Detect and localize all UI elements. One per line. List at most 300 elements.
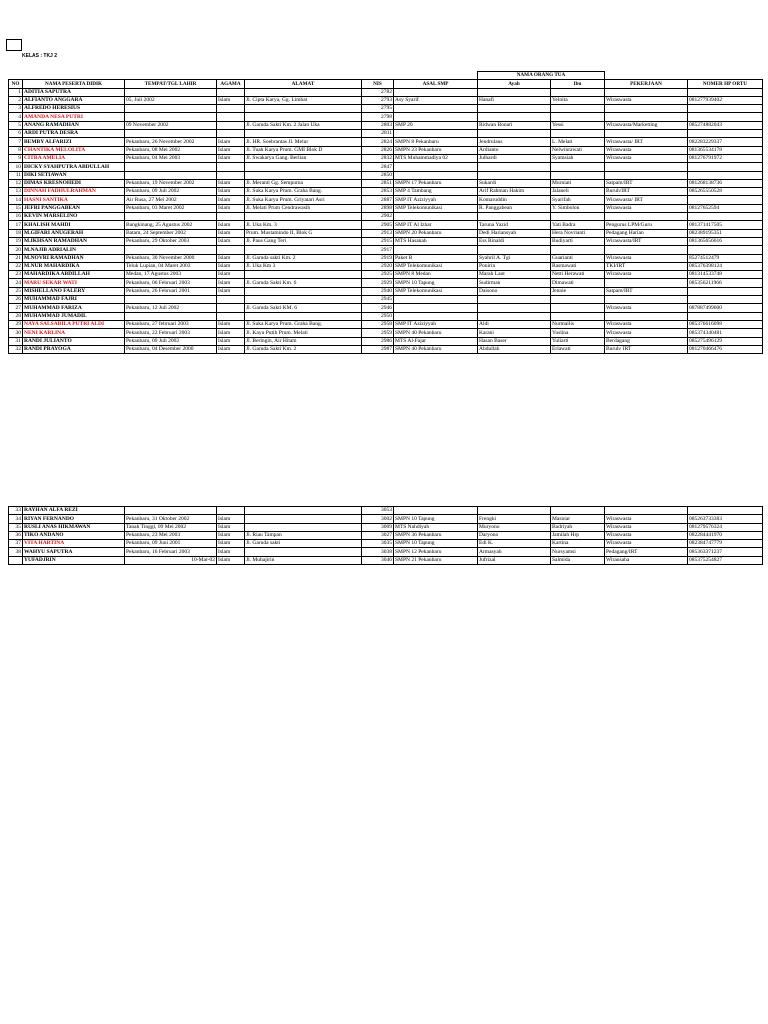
birth-place-date <box>125 113 217 121</box>
address: Jl. Paus Gang Teri <box>245 237 362 245</box>
address <box>245 312 362 320</box>
mother-name <box>551 296 605 304</box>
student-name: JEFRI PANGGABEAN <box>23 204 125 212</box>
row-no: 7 <box>9 138 23 146</box>
origin-school <box>394 507 478 515</box>
birth-place-date: Teluk Lupian, 04 Maret 2003 <box>125 262 217 270</box>
mother-name: Erlawati <box>551 345 605 353</box>
student-name: ALFIANTO ANGGARA <box>23 96 125 104</box>
religion: Islam <box>217 262 245 270</box>
table-row <box>9 154 763 162</box>
occupation <box>605 279 688 287</box>
table-row <box>9 548 763 556</box>
parent-phone <box>688 287 763 295</box>
row-no: 33 <box>9 507 23 515</box>
occupation: Wiraswasta <box>605 515 688 523</box>
birth-place-date: Pekanbaru, 08 Mei 2002 <box>125 146 217 154</box>
table-row <box>9 523 763 531</box>
nis: 3009 <box>362 523 394 531</box>
religion <box>217 507 245 515</box>
row-no: 1 <box>9 88 23 96</box>
mother-name: Yuliarti <box>551 337 605 345</box>
parent-phone: 085376616098 <box>688 320 763 328</box>
father-name: Hanafi <box>478 96 551 104</box>
religion: Islam <box>217 229 245 237</box>
row-no: 2 <box>9 96 23 104</box>
table-row <box>9 138 763 146</box>
occupation: Wiraswasta <box>605 304 688 312</box>
occupation <box>605 88 688 96</box>
mother-name: Murniati <box>551 179 605 187</box>
religion: Islam <box>217 188 245 196</box>
religion: Islam <box>217 523 245 531</box>
nis: 2915 <box>362 237 394 245</box>
row-no: 4 <box>9 113 23 121</box>
address <box>245 105 362 113</box>
mother-name <box>551 88 605 96</box>
occupation: Wiraswasta <box>605 96 688 104</box>
father-name: Daisono <box>478 287 551 295</box>
nis: 2919 <box>362 254 394 262</box>
row-no: 15 <box>9 204 23 212</box>
occupation: TKI/IRT <box>605 262 688 270</box>
table-row <box>9 179 763 187</box>
parent-phone: 085265550528 <box>688 188 763 196</box>
nis: 2803 <box>362 121 394 129</box>
student-name: RANDI JULIANTO <box>23 337 125 345</box>
father-name: Sudirman <box>478 279 551 287</box>
occupation: Pengurus LPM/Guru <box>605 221 688 229</box>
religion: Islam <box>217 271 245 279</box>
row-no: 16 <box>9 213 23 221</box>
religion: Islam <box>217 329 245 337</box>
parent-phone: 081268138736 <box>688 179 763 187</box>
row-no: 25 <box>9 287 23 295</box>
occupation: Wiraswasta <box>605 154 688 162</box>
parent-phone: 085356211966 <box>688 279 763 287</box>
father-name <box>478 113 551 121</box>
student-name: MUHAMMAD JUMADIL <box>23 312 125 320</box>
address: Jl. Suka Karya Prum. Graha Bang. <box>245 320 362 328</box>
student-name: RANDI PRAYOGA <box>23 345 125 353</box>
father-name: Julhardi <box>478 154 551 162</box>
birth-place-date: Bangkinang, 25 Agustus 2002 <box>125 221 217 229</box>
mother-name <box>551 130 605 138</box>
student-name: MARU SEKAR WATI <box>23 279 125 287</box>
student-name: DIKI SETIAWAN <box>23 171 125 179</box>
row-no: 37 <box>9 540 23 548</box>
mother-name: Nursyamsi <box>551 548 605 556</box>
row-no: 23 <box>9 271 23 279</box>
occupation: Wiraswasta/ IRT <box>605 138 688 146</box>
address <box>245 130 362 138</box>
row-no: 19 <box>9 237 23 245</box>
mother-name: L. Melati <box>551 138 605 146</box>
father-name <box>478 312 551 320</box>
origin-school: SMP Telekomunikasi <box>394 287 478 295</box>
religion: Islam <box>217 287 245 295</box>
mother-name <box>551 171 605 179</box>
nis: 2832 <box>362 154 394 162</box>
occupation: Buruh/IRT <box>605 188 688 196</box>
religion <box>217 113 245 121</box>
parent-phone <box>688 213 763 221</box>
occupation: Wiraswasta <box>605 254 688 262</box>
address <box>245 113 362 121</box>
nis: 3053 <box>362 507 394 515</box>
birth-place-date <box>125 130 217 138</box>
occupation: Wiraswasta <box>605 320 688 328</box>
parent-phone: 085375254827 <box>688 556 763 564</box>
table-row <box>9 113 763 121</box>
row-no: 10 <box>9 163 23 171</box>
occupation: Wiraswasta <box>605 146 688 154</box>
birth-place-date: Pekanbaru, 23 Mei 2003 <box>125 531 217 539</box>
father-name <box>478 304 551 312</box>
parent-phone <box>688 246 763 254</box>
table-row <box>9 287 763 295</box>
religion: Islam <box>217 320 245 328</box>
parent-phone: 085363371237 <box>688 548 763 556</box>
address: Jl. Kayu Putih Prum. Melati <box>245 329 362 337</box>
table-row <box>9 221 763 229</box>
student-name: BEMBY ALFARIZI <box>23 138 125 146</box>
mother-name: Yuslina <box>551 329 605 337</box>
mother-name: Badriyah <box>551 523 605 531</box>
address <box>245 287 362 295</box>
nis: 2826 <box>362 146 394 154</box>
row-no: 17 <box>9 221 23 229</box>
address: Jl. Garuda sakti Km. 2 <box>245 254 362 262</box>
mother-name: Masniar <box>551 515 605 523</box>
occupation: Pedagang Harian <box>605 229 688 237</box>
student-name: KEVIN MARSELINO <box>23 213 125 221</box>
parent-phone: 85274512479 <box>688 254 763 262</box>
header-ayah: Ayah <box>478 80 551 88</box>
student-name: RIYAN FERNANDO <box>23 515 125 523</box>
table-row <box>9 188 763 196</box>
nis: 2958 <box>362 320 394 328</box>
parent-phone: 085275496129 <box>688 337 763 345</box>
religion: Islam <box>217 96 245 104</box>
logo-box <box>6 39 22 51</box>
mother-name <box>551 113 605 121</box>
occupation: Satpam/IRT <box>605 287 688 295</box>
religion: Islam <box>217 138 245 146</box>
table-row <box>9 515 763 523</box>
mother-name: Nelwinrawati <box>551 146 605 154</box>
nis: 2824 <box>362 138 394 146</box>
table-row <box>9 96 763 104</box>
nis: 3027 <box>362 531 394 539</box>
table-row <box>9 329 763 337</box>
origin-school <box>394 130 478 138</box>
father-name: Marah Laut <box>478 271 551 279</box>
father-name: Komaruddin <box>478 196 551 204</box>
table-row <box>9 171 763 179</box>
table-row <box>9 320 763 328</box>
birth-place-date: Pekanbaru, 31 Oktober 2002 <box>125 515 217 523</box>
religion: Islam <box>217 204 245 212</box>
religion: Islam <box>217 345 245 353</box>
parent-phone <box>688 507 763 515</box>
address: Jl. Muhajirin <box>245 556 362 564</box>
occupation <box>605 246 688 254</box>
mother-name: Jalaneli <box>551 188 605 196</box>
mother-name: Yessi <box>551 121 605 129</box>
birth-place-date: Pekanbaru, 29 Oktober 2003 <box>125 237 217 245</box>
address: Jl. Melati Prum Cendrawasih <box>245 204 362 212</box>
occupation: Wiraswasta/IRT <box>605 237 688 245</box>
father-name <box>478 171 551 179</box>
occupation: Satpam/IRT <box>605 179 688 187</box>
parent-phone <box>688 196 763 204</box>
student-name: M.IKHSAN RAMADHAN <box>23 237 125 245</box>
row-no: 27 <box>9 304 23 312</box>
row-no: 32 <box>9 345 23 353</box>
parent-phone: 082384747779 <box>688 540 763 548</box>
nis: 2898 <box>362 204 394 212</box>
religion: Islam <box>217 337 245 345</box>
nis: 2940 <box>362 287 394 295</box>
father-name: Frengki <box>478 515 551 523</box>
father-name: Abdullah <box>478 345 551 353</box>
occupation <box>605 507 688 515</box>
origin-school: SMP 20 <box>394 121 478 129</box>
student-name: M.GIFARI ANUGERAH <box>23 229 125 237</box>
birth-place-date: Tanah Tinggi, 09 Mei 2002 <box>125 523 217 531</box>
student-name: ALFREDO HERESIUS <box>23 105 125 113</box>
father-name <box>478 507 551 515</box>
address <box>245 548 362 556</box>
mother-name <box>551 312 605 320</box>
table-row <box>9 279 763 287</box>
occupation: Buruh/ IRT <box>605 345 688 353</box>
nis: 2847 <box>362 163 394 171</box>
occupation <box>605 213 688 221</box>
parent-phone: 081276791972 <box>688 154 763 162</box>
student-name: MAHARDIKA ABDILLAH <box>23 271 125 279</box>
religion <box>217 246 245 254</box>
mother-name <box>551 213 605 221</box>
parent-phone: 085374340481 <box>688 329 763 337</box>
student-table-continued <box>8 506 763 565</box>
table-row <box>9 507 763 515</box>
nis: 2811 <box>362 130 394 138</box>
father-name: Daryono <box>478 531 551 539</box>
parent-phone: 081270466476 <box>688 345 763 353</box>
religion: Islam <box>217 146 245 154</box>
row-no: 22 <box>9 262 23 270</box>
nis: 2850 <box>362 171 394 179</box>
mother-name <box>551 246 605 254</box>
mother-name: Nurmailis <box>551 320 605 328</box>
origin-school: SMP IT Aziziyyah <box>394 320 478 328</box>
occupation <box>605 171 688 179</box>
address <box>245 88 362 96</box>
birth-place-date: Pekanbaru, 04 Mei 2003 <box>125 154 217 162</box>
address <box>245 507 362 515</box>
origin-school <box>394 88 478 96</box>
nis: 3046 <box>362 556 394 564</box>
religion: Islam <box>217 254 245 262</box>
address: Prum. Mustamindo II, Blok G <box>245 229 362 237</box>
origin-school <box>394 105 478 113</box>
birth-place-date: Pekanbaru, 27 februari 2003 <box>125 320 217 328</box>
nis: 2920 <box>362 262 394 270</box>
father-name <box>478 296 551 304</box>
student-name: ADITIA SAPUTRA <box>23 88 125 96</box>
religion <box>217 105 245 113</box>
nis: 2782 <box>362 88 394 96</box>
father-name: Jendrulaus <box>478 138 551 146</box>
religion <box>217 130 245 138</box>
mother-name <box>551 105 605 113</box>
origin-school: SMPN 21 Pekanbaru <box>394 556 478 564</box>
row-no: 6 <box>9 130 23 138</box>
origin-school <box>394 213 478 221</box>
occupation <box>605 163 688 171</box>
student-name: RAYHAN ALFA REZI <box>23 507 125 515</box>
student-name: ANANG RAMADHAN <box>23 121 125 129</box>
parent-phone <box>688 88 763 96</box>
birth-place-date <box>125 296 217 304</box>
father-name: Armasyah <box>478 548 551 556</box>
religion: Islam <box>217 279 245 287</box>
row-no: 9 <box>9 154 23 162</box>
mother-name: Kartina <box>551 540 605 548</box>
student-name: DINNAH FADHULRAHMAN <box>23 188 125 196</box>
parent-phone <box>688 312 763 320</box>
address: Jl. Uka Km. 3 <box>245 221 362 229</box>
row-no <box>9 556 23 564</box>
student-name: NENI KARLINA <box>23 329 125 337</box>
father-name <box>478 246 551 254</box>
address <box>245 515 362 523</box>
nis: 2793 <box>362 96 394 104</box>
origin-school <box>394 163 478 171</box>
birth-place-date <box>125 171 217 179</box>
nis: 2795 <box>362 105 394 113</box>
address <box>245 171 362 179</box>
mother-name <box>551 507 605 515</box>
row-no: 8 <box>9 146 23 154</box>
row-no: 34 <box>9 515 23 523</box>
header-ttl: TEMPAT/TGL LAHIR <box>125 80 217 88</box>
student-name: MUHAMMAD FARIZA <box>23 304 125 312</box>
row-no: 30 <box>9 329 23 337</box>
row-no: 36 <box>9 531 23 539</box>
origin-school: SMPN 8 Medan <box>394 271 478 279</box>
parent-phone: 081365534178 <box>688 146 763 154</box>
religion: Islam <box>217 154 245 162</box>
father-name: R. Panggabean <box>478 204 551 212</box>
occupation: Wiraswasta <box>605 329 688 337</box>
birth-place-date <box>125 246 217 254</box>
parent-phone: 082389195351 <box>688 229 763 237</box>
birth-place-date: Pekanbaru, 06 Februari 2003 <box>125 279 217 287</box>
nis: 2929 <box>362 279 394 287</box>
student-name: AMANDA NESA PUTRI <box>23 113 125 121</box>
nis: 2945 <box>362 296 394 304</box>
occupation: Pedagang/IRT <box>605 548 688 556</box>
mother-name: Budiyarti <box>551 237 605 245</box>
birth-place-date <box>125 213 217 221</box>
parent-phone <box>688 130 763 138</box>
origin-school: SMP Telekomunikasi <box>394 262 478 270</box>
origin-school: MTS Muhammadiya 02 <box>394 154 478 162</box>
parent-phone <box>688 171 763 179</box>
religion <box>217 312 245 320</box>
address: Jl. Tuah Karya Prum. GMI Blok D <box>245 146 362 154</box>
parent-phone: 081279576324 <box>688 523 763 531</box>
student-name: YUFADJRIN <box>23 556 125 564</box>
origin-school: MTS Hasanah <box>394 237 478 245</box>
parent-phone: 087887499600 <box>688 304 763 312</box>
header-alamat: ALAMAT <box>245 80 362 88</box>
father-name: Syahril A. Tgi <box>478 254 551 262</box>
father-name: Hasan Baser <box>478 337 551 345</box>
address: Jl. Garuda Sakti Km. 2 Jalan Uka <box>245 121 362 129</box>
table-row <box>9 130 763 138</box>
table-row <box>9 237 763 245</box>
father-name: Ponirin <box>478 262 551 270</box>
address: Jl. Cipta Karya, Gg. Limbat <box>245 96 362 104</box>
parent-phone <box>688 105 763 113</box>
row-no: 38 <box>9 548 23 556</box>
origin-school: SMPN 40 Pekanbaru <box>394 329 478 337</box>
nis: 2950 <box>362 312 394 320</box>
nis: 2986 <box>362 337 394 345</box>
father-name: Ess Rinaldi <box>478 237 551 245</box>
birth-place-date: Pekanbaru, 09 Juni 2001 <box>125 540 217 548</box>
nis: 2946 <box>362 304 394 312</box>
father-name <box>478 105 551 113</box>
nis: 2917 <box>362 246 394 254</box>
origin-school: SMP IT Al Izhar <box>394 221 478 229</box>
birth-place-date <box>125 88 217 96</box>
birth-place-date <box>125 105 217 113</box>
origin-school: SMPN 10 Tapung <box>394 515 478 523</box>
table-row <box>9 213 763 221</box>
mother-name <box>551 163 605 171</box>
religion: Islam <box>217 221 245 229</box>
origin-school: SMP Telekomunikasi <box>394 204 478 212</box>
birth-place-date: Pekanbaru, 12 Juli 2002 <box>125 304 217 312</box>
address <box>245 246 362 254</box>
table-row <box>9 345 763 353</box>
religion <box>217 171 245 179</box>
kelas-label: KELAS : TKJ 2 <box>22 53 58 59</box>
religion: Islam <box>217 548 245 556</box>
mother-name: Yati Badra <box>551 221 605 229</box>
header-no: NO <box>9 80 23 88</box>
father-name: Muryono <box>478 523 551 531</box>
header-nama-orang-tua: NAMA ORANG TUA <box>478 72 605 80</box>
address <box>245 163 362 171</box>
father-name <box>478 130 551 138</box>
birth-place-date <box>125 507 217 515</box>
table-row <box>9 540 763 548</box>
address: Jl. HR. Soebrantas Jl. Melur <box>245 138 362 146</box>
address: Jl. Beringin, Air Hitam <box>245 337 362 345</box>
religion <box>217 88 245 96</box>
row-no: 13 <box>9 188 23 196</box>
address: Jl. Garuda Sakti Km. 2 <box>245 345 362 353</box>
religion: Islam <box>217 237 245 245</box>
mother-name: Syamsiah <box>551 154 605 162</box>
student-name: WAHYU SAPUTRA <box>23 548 125 556</box>
